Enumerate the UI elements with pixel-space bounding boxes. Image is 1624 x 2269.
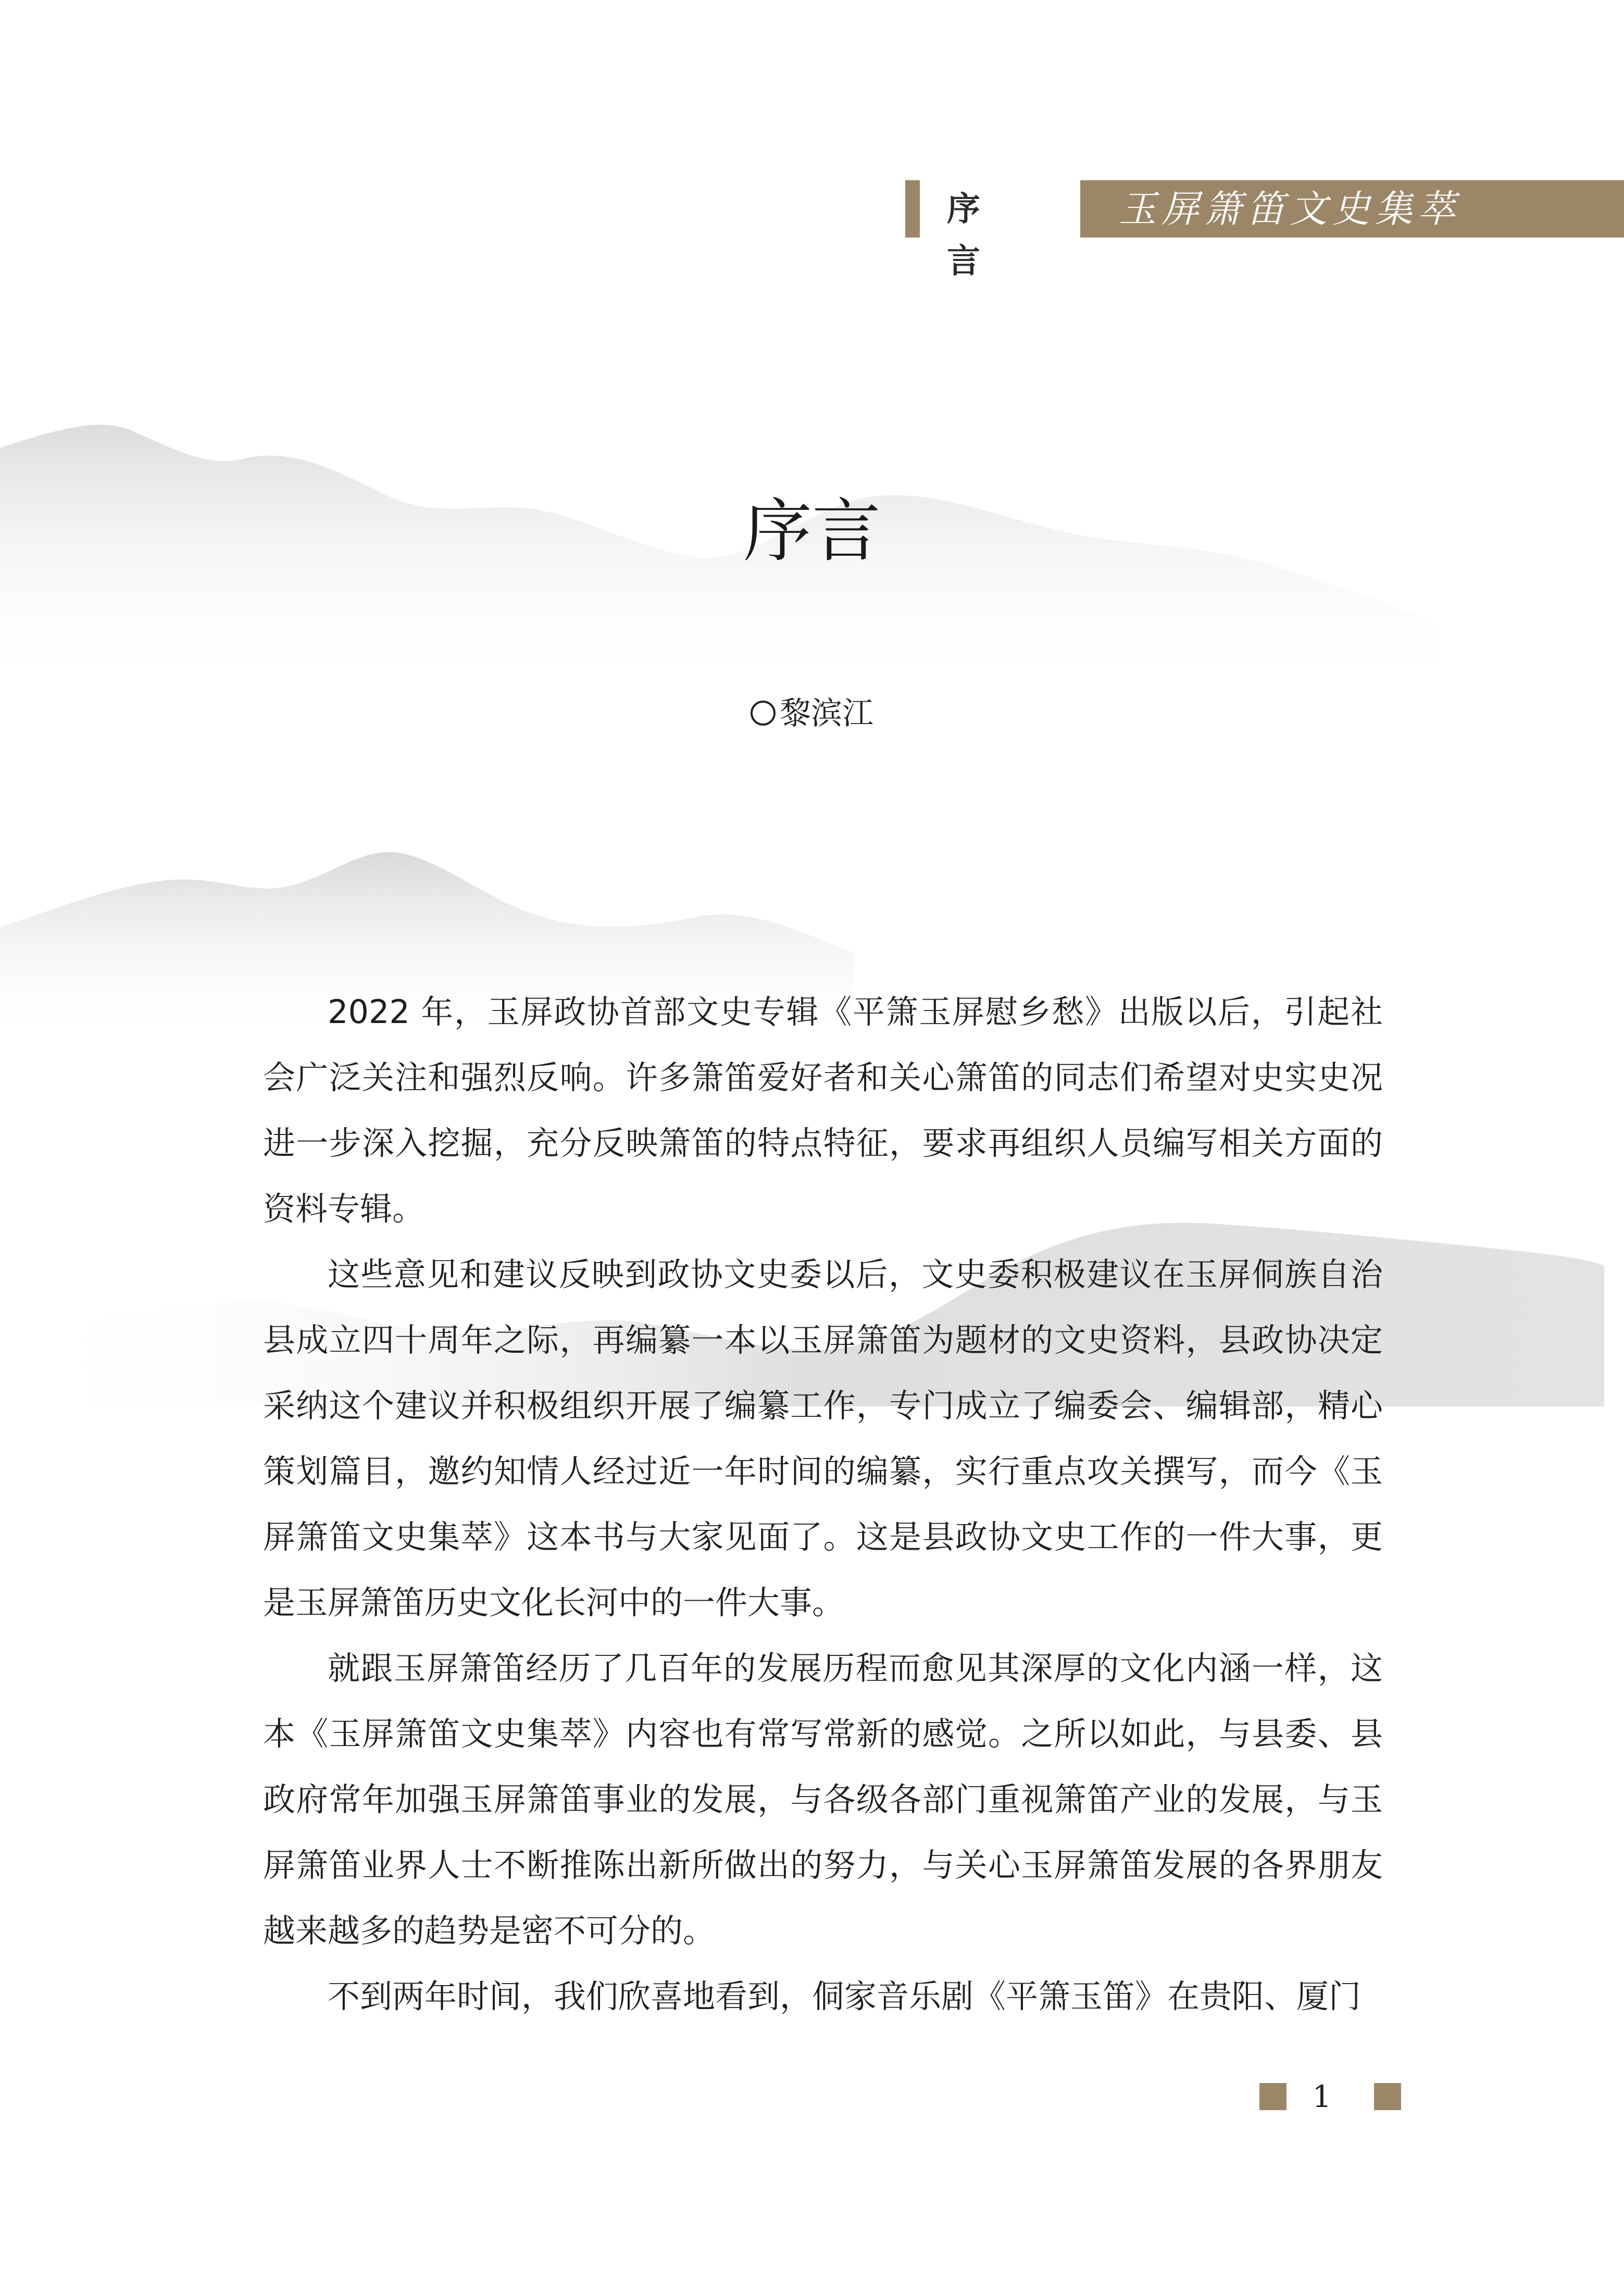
page-number: 1: [1312, 2079, 1332, 2114]
author-circle-icon: [751, 701, 776, 726]
header-book-title: 玉屏箫笛文史集萃: [1119, 187, 1461, 231]
paragraph: 就跟玉屏箫笛经历了几百年的发展历程而愈见其深厚的文化内涵一样，这本《玉屏箫笛文史集萃》内容也有常写常新的感觉。之所以如此，与县委、县政府常年加强玉屏箫笛事业的发展，与各级各部门重视箫笛产业的发展，与玉屏箫笛业界人士不断推陈出新所做出的努力，与关心玉屏箫笛发展的各界朋友越来越多的趋势是密不可分的。: [263, 1649, 1383, 1950]
page-title: 序言: [743, 491, 881, 571]
page-number-right-marker: [1374, 2083, 1401, 2110]
paragraph: 这些意见和建议反映到政协文史委以后，文史委积极建议在玉屏侗族自治县成立四十周年之际，再编纂一本以玉屏箫笛为题材的文史资料，县政协决定采纳这个建议并积极组织开展了编纂工作，专门成立了编委会、编辑部，精心策划篇目，邀约知情人经过近一年时间的编纂，实行重点攻关撰写，而今《玉屏箫笛文史集萃》这本书与大家见面了。这是县政协文史工作的一件大事，更是玉屏箫笛历史文化长河中的一件大事。: [263, 1255, 1383, 1622]
header-section-name: 序 言: [947, 190, 1011, 281]
author-line: [0, 693, 1624, 734]
paragraph: 2022 年，玉屏政协首部文史专辑《平箫玉屏慰乡愁》出版以后，引起社会广泛关注和强烈反响。许多箫笛爱好者和关心箫笛的同志们希望对史实史况进一步深入挖掘，充分反映箫笛的特点特征，要求再组织人员编写相关方面的资料专辑。: [263, 993, 1383, 1228]
page-number-left-marker: [1259, 2083, 1286, 2110]
author-name: 黎滨江: [780, 695, 873, 732]
paragraph: 不到两年时间，我们欣喜地看到，侗家音乐剧《平箫玉笛》在贵阳、厦门: [328, 1977, 1361, 2015]
body-text: [263, 979, 1383, 2029]
header-marker-bar: [905, 180, 920, 238]
